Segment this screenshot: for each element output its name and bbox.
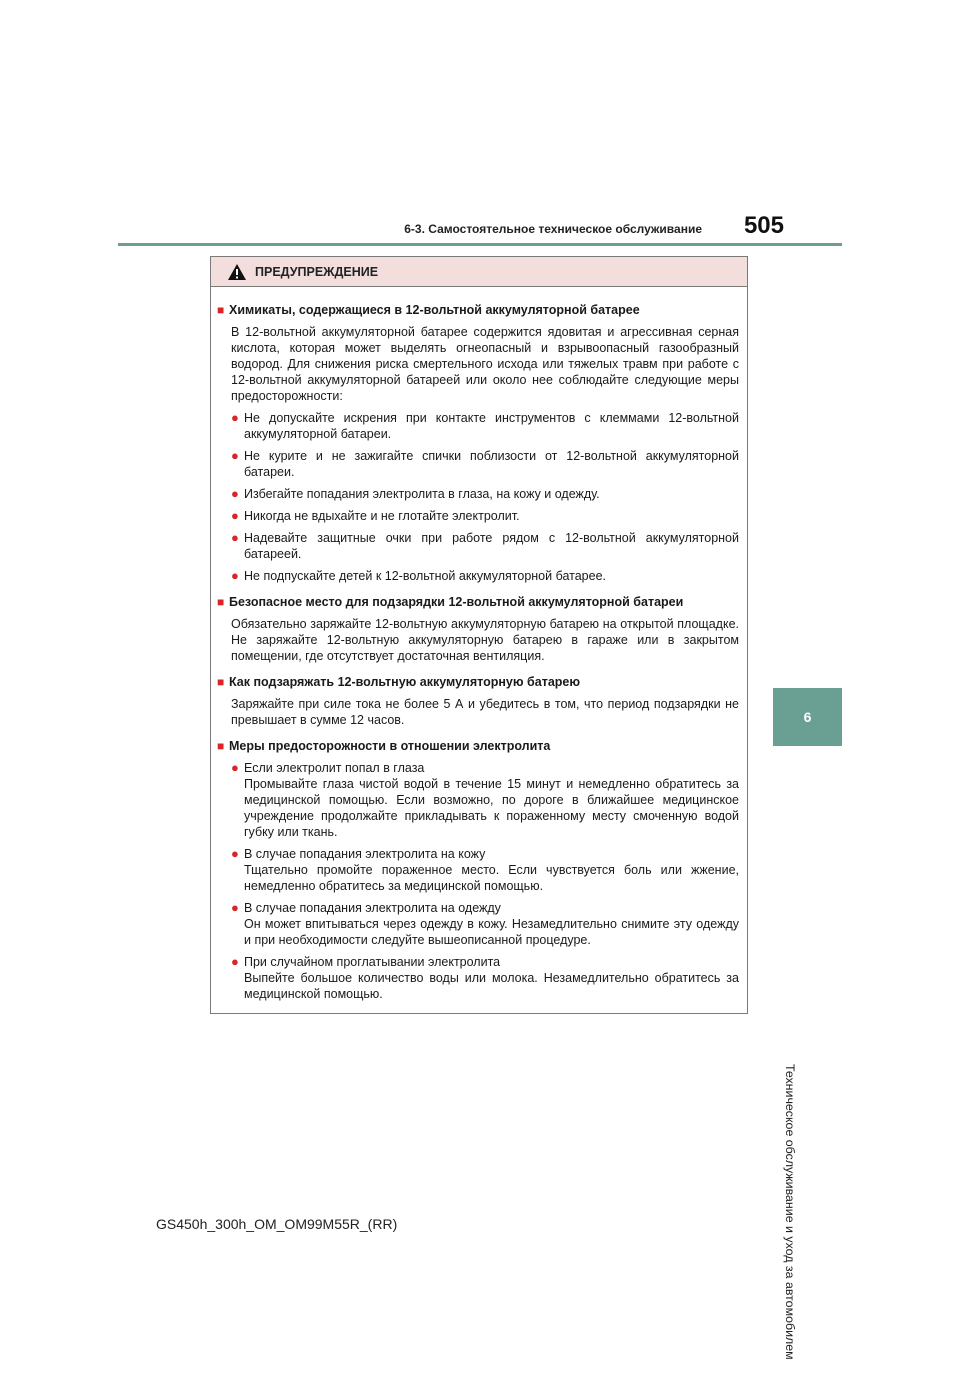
section-heading-text: Химикаты, содержащиеся в 12-вольтной аккумуляторной батарее [229, 303, 640, 317]
list-item [217, 760, 741, 840]
section-safe-place [217, 594, 741, 664]
dot-bullet-icon: ● [231, 954, 239, 969]
section-intro: Заряжайте при силе тока не более 5 А и убедитесь в том, что период подзарядки не превышает в сумме 12 часов. [231, 697, 739, 727]
square-bullet-icon: ■ [217, 595, 225, 609]
dot-bullet-icon: ● [231, 900, 239, 915]
bullet-title: Если электролит попал в глаза [244, 761, 425, 775]
bullet-text [244, 900, 739, 948]
list-item [217, 486, 741, 502]
page-number: 505 [743, 212, 784, 239]
bullet-title: В случае попадания электролита на кожу [244, 847, 486, 861]
bullet-text [244, 954, 739, 1002]
list-item [217, 448, 741, 480]
warning-title: ПРЕДУПРЕЖДЕНИЕ [255, 264, 379, 279]
section-heading-text: Как подзаряжать 12-вольтную аккумуляторную батарею [229, 675, 581, 689]
bullet-body: Выпейте большое количество воды или молока. Незамедлительно обратитесь за медицинской помощью. [244, 971, 739, 1001]
dot-bullet-icon: ● [231, 530, 239, 545]
list-item [217, 846, 741, 894]
header-rule [118, 243, 842, 246]
list-item [217, 900, 741, 948]
section-intro: В 12-вольтной аккумуляторной батарее содержится ядовитая и агрессивная серная кислота, которая может выделять огнеопасный и взрывоопасный газообразный водород. Для снижения риска смертельного исхода или тяжелых травм при работе с 12-вольтной аккумуляторной батареей или около нее соблюдайте следующие меры предосторожности: [231, 325, 739, 403]
chapter-number: 6 [803, 709, 812, 725]
section-heading [217, 302, 741, 318]
bullet-text: Никогда не вдыхайте и не глотайте электролит. [244, 509, 520, 523]
chapter-tab [773, 688, 842, 746]
square-bullet-icon: ■ [217, 675, 225, 689]
bullet-text [244, 846, 739, 894]
section-electrolyte [217, 738, 741, 1002]
dot-bullet-icon: ● [231, 846, 239, 861]
bullet-body: Тщательно промойте пораженное место. Если чувствуется боль или жжение, немедленно обратитесь за медицинской помощью. [244, 863, 739, 893]
section-intro: Обязательно заряжайте 12-вольтную аккумуляторную батарею на открытой площадке. Не заряжайте 12-вольтную аккумуляторную батарею в гараже или в закрытом помещении, где отсутствует достаточная вентиляция. [231, 617, 739, 663]
section-how-to-charge [217, 674, 741, 728]
dot-bullet-icon: ● [231, 410, 239, 425]
bullet-text: Надевайте защитные очки при работе рядом с 12-вольтной аккумуляторной батареей. [244, 531, 739, 561]
list-item [217, 530, 741, 562]
list-item [217, 568, 741, 584]
section-heading-text: Меры предосторожности в отношении электролита [229, 739, 551, 753]
bullet-body: Он может впитываться через одежду в кожу. Незамедлительно снимите эту одежду и при необходимости следуйте вышеописанной процедуре. [244, 917, 739, 947]
dot-bullet-icon: ● [231, 568, 239, 583]
section-heading [217, 738, 741, 754]
list-item [217, 508, 741, 524]
warning-header [211, 257, 747, 287]
chapter-side-title: Техническое обслуживание и уход за автомобилем [783, 1064, 797, 1360]
dot-bullet-icon: ● [231, 508, 239, 523]
bullet-text: Не курите и не зажигайте спички поблизости от 12-вольтной аккумуляторной батареи. [244, 449, 739, 479]
section-heading-text: Безопасное место для подзарядки 12-вольтной аккумуляторной батареи [229, 595, 684, 609]
dot-bullet-icon: ● [231, 486, 239, 501]
footer-document-code: GS450h_300h_OM_OM99M55R_(RR) [156, 1216, 398, 1232]
bullet-text: Не допускайте искрения при контакте инструментов с клеммами 12-вольтной аккумуляторной батареи. [244, 411, 739, 441]
running-header-section: 6-3. Самостоятельное техническое обслуживание [404, 222, 702, 236]
section-chemicals [217, 302, 741, 584]
dot-bullet-icon: ● [231, 760, 239, 775]
bullet-text: Избегайте попадания электролита в глаза, на кожу и одежду. [244, 487, 600, 501]
bullet-text: Не подпускайте детей к 12-вольтной аккумуляторной батарее. [244, 569, 607, 583]
square-bullet-icon: ■ [217, 303, 225, 317]
bullet-title: В случае попадания электролита на одежду [244, 901, 501, 915]
dot-bullet-icon: ● [231, 448, 239, 463]
warning-triangle-icon [227, 263, 247, 281]
list-item [217, 954, 741, 1002]
section-heading [217, 594, 741, 610]
warning-box [210, 256, 748, 1014]
list-item [217, 410, 741, 442]
bullet-body: Промывайте глаза чистой водой в течение 15 минут и немедленно обратитесь за медицинской помощью. Если возможно, по дороге в ближайшее медицинское учреждение продолжайте прикладывать к пораженному месту смоченную водой губку или ткань. [244, 777, 739, 839]
bullet-title: При случайном проглатывании электролита [244, 955, 501, 969]
square-bullet-icon: ■ [217, 739, 225, 753]
bullet-text [244, 760, 739, 840]
section-heading [217, 674, 741, 690]
warning-body [211, 287, 747, 1002]
